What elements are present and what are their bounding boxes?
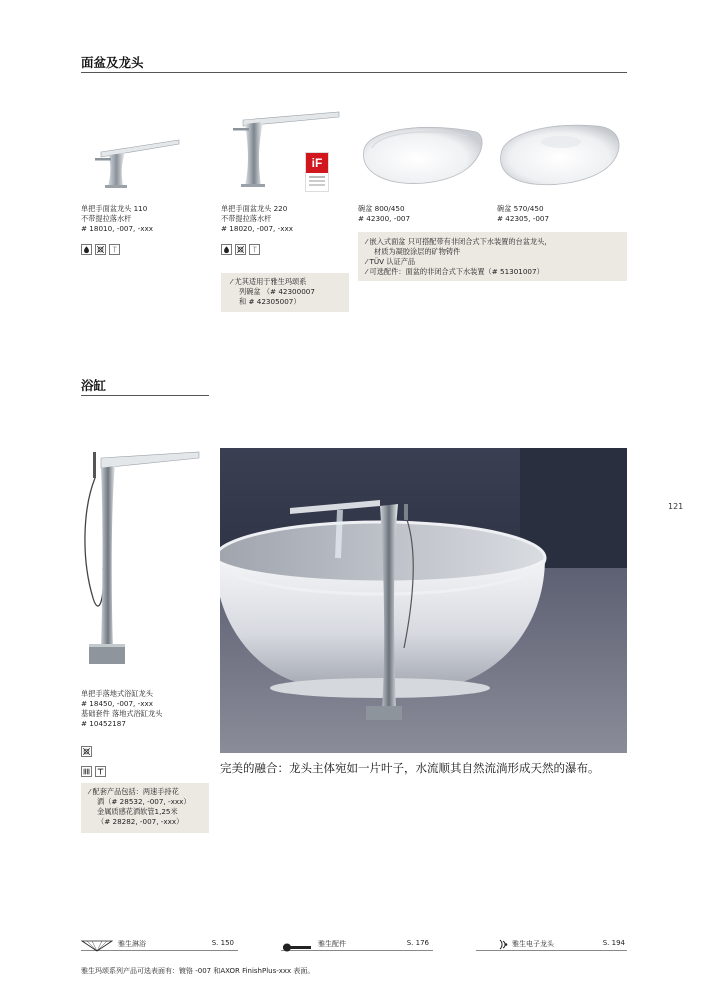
bath-product-text — [81, 689, 216, 729]
floor-mount-icon — [95, 766, 106, 777]
footer-page: S. 194 — [602, 939, 625, 947]
no-spray-icon — [81, 746, 92, 757]
section-rule — [81, 72, 627, 73]
bathtub-photo — [220, 448, 627, 753]
note-line: 材质为凝胶涂层的矿物铸件 — [374, 247, 461, 256]
water-saving-icon — [81, 244, 92, 255]
footer-label: 雅生电子龙头 — [512, 940, 554, 948]
product-code: # 10452187 — [81, 719, 126, 728]
product-desc: 不带提拉落水杆 — [81, 214, 132, 223]
product-faucet-110-text — [81, 204, 211, 234]
faucet-110-image — [81, 128, 185, 190]
note-line: 列碗盆 （# 42300007 — [239, 287, 315, 296]
feature-icons-220 — [221, 239, 263, 258]
bath-feature-icons-2 — [81, 761, 109, 780]
note-faucet-220 — [221, 273, 349, 312]
product-name: 碗盆 570/450 — [497, 204, 544, 213]
product-faucet-220-text — [221, 204, 351, 234]
faucet-height-icon — [109, 244, 120, 255]
product-name: 单把手面盆龙头 110 — [81, 204, 148, 213]
photo-caption: 完美的融合：龙头主体宛如一片叶子，水流顺其自然流淌形成天然的瀑布。 — [220, 761, 600, 775]
if-award-logo: iF — [306, 153, 328, 173]
footer-link-electronic[interactable] — [476, 935, 627, 951]
product-name: 碗盆 800/450 — [358, 204, 405, 213]
note-line: 和 # 42305007） — [239, 297, 301, 306]
product-name: 基础套件 落地式浴缸龙头 — [81, 709, 163, 718]
note-line: （# 28282, -007, -xxx） — [97, 817, 184, 826]
footer-note: 雅生玛颂系列产品可选表面有：镀铬 -007 和AXOR FinishPlus-xxx 表面。 — [81, 967, 315, 975]
bath-feature-icons-1 — [81, 741, 95, 760]
footer-link-accessories[interactable] — [281, 935, 433, 951]
sensor-icon — [498, 936, 510, 955]
footer-link-shower[interactable] — [81, 935, 238, 951]
section-title-bath: 浴缸 — [81, 378, 107, 393]
product-code: # 18450, -007, -xxx — [81, 699, 153, 708]
thermostat-icon — [81, 766, 92, 777]
product-name: 单把手落地式浴缸龙头 — [81, 689, 153, 698]
no-spray-icon — [235, 244, 246, 255]
section-rule — [81, 395, 209, 396]
note-bowls — [358, 232, 627, 281]
product-code: # 18010, -007, -xxx — [81, 224, 153, 233]
note-line: 金属质感花洒软管1,25米 — [97, 807, 178, 816]
note-line: ⁄ 配套产品包括：两速手持花 — [89, 787, 179, 796]
note-bath — [81, 783, 209, 833]
note-line: ⁄ TÜV 认证产品 — [366, 257, 416, 266]
product-code: # 18020, -007, -xxx — [221, 224, 293, 233]
section-title-basin: 面盆及龙头 — [81, 55, 144, 70]
page-number: 121 — [668, 502, 684, 511]
footer-label: 雅生淋浴 — [118, 940, 146, 948]
water-saving-icon — [221, 244, 232, 255]
if-award-badge — [305, 152, 329, 192]
footer-page: S. 150 — [211, 939, 234, 947]
feature-icons-110 — [81, 239, 123, 258]
no-spray-icon — [95, 244, 106, 255]
bowl-570-image — [497, 120, 627, 192]
note-line: ⁄ 尤其适用于雅生玛颂系 — [231, 277, 307, 286]
bowl-800-image — [358, 120, 488, 192]
footer-label: 雅生配件 — [318, 940, 346, 948]
shower-icon — [81, 937, 113, 956]
product-desc: 不带提拉落水杆 — [221, 214, 272, 223]
note-line: ⁄ 嵌入式面盆 只可搭配带有非闭合式下水装置的台盆龙头， — [366, 237, 552, 246]
product-code: # 42305, -007 — [497, 214, 550, 223]
faucet-height-icon — [249, 244, 260, 255]
footer-page: S. 176 — [406, 939, 429, 947]
note-line: 洒（# 28532, -007, -xxx） — [97, 797, 191, 806]
product-bowl-800-text — [358, 204, 488, 224]
hook-icon — [281, 938, 313, 957]
product-code: # 42300, -007 — [358, 214, 411, 223]
bath-faucet-image — [81, 448, 201, 670]
product-name: 单把手面盆龙头 220 — [221, 204, 288, 213]
note-line: ⁄ 可选配件：面盆的非闭合式下水装置（# 51301007） — [366, 267, 544, 276]
product-bowl-570-text — [497, 204, 627, 224]
